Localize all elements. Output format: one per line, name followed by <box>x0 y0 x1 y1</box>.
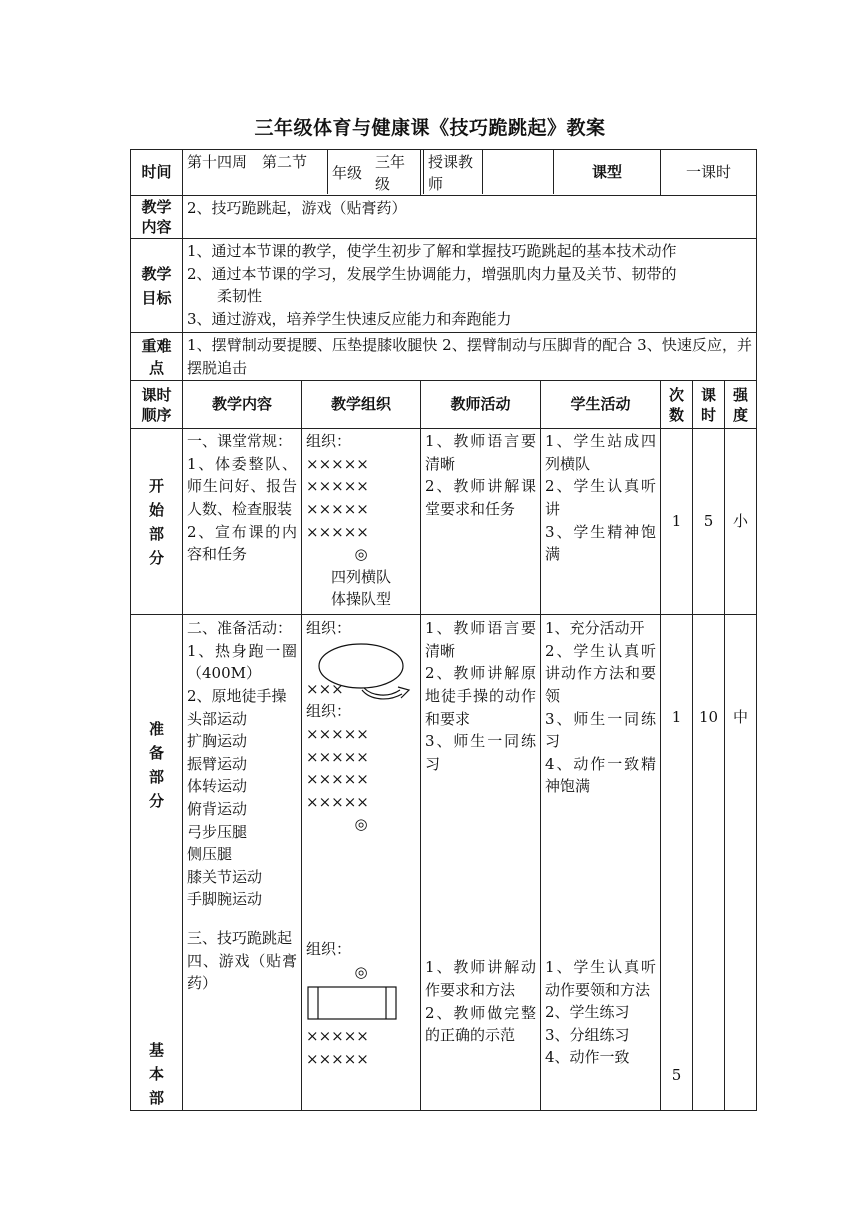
section-organization <box>302 615 421 1111</box>
activity-line: 3、学生精神饱满 <box>545 522 657 564</box>
activity-line: 1、教师讲解动作要求和方法 <box>425 958 537 999</box>
content-line: 振臂运动 <box>187 754 248 773</box>
times-value: 1 <box>671 708 682 727</box>
header-row <box>131 150 757 196</box>
content-line: 三、技巧跪跳起 <box>187 928 293 947</box>
section-name-char: 开 <box>148 476 164 495</box>
content-line: 1、体委整队、师生问好、报告人数、检查服装 <box>187 454 297 518</box>
section-name-char: 准 <box>148 720 164 739</box>
times-value: 5 <box>671 1066 682 1085</box>
section-row-prep <box>131 615 757 1111</box>
key-points-label: 重难点 <box>131 333 183 381</box>
org-label: 组织： <box>306 619 352 638</box>
activity-line: 3、分组练习 <box>545 1025 630 1044</box>
goals-list <box>183 239 757 333</box>
formation-caption: 体操队型 <box>331 590 392 609</box>
section-name-char: 部 <box>148 768 164 787</box>
content-line: 二、准备活动： <box>187 619 293 638</box>
activity-line: 4、动作一致 <box>545 1048 630 1067</box>
activity-line: 1、充分活动开 <box>545 619 645 638</box>
col-organization: 教学组织 <box>302 381 421 429</box>
section-name-char: 基 <box>148 1041 164 1060</box>
header-mixed-cell-2 <box>375 150 661 196</box>
activity-line: 3、师生一同练习 <box>545 709 657 751</box>
section-row-start <box>131 429 757 615</box>
time-label: 时间 <box>131 150 183 196</box>
formation-caption: 四列横队 <box>331 567 392 586</box>
col-duration: 课时 <box>693 381 725 429</box>
duration-value: 10 <box>698 708 719 727</box>
intensity-value: 中 <box>733 708 749 727</box>
grade-label: 年级 <box>332 164 363 182</box>
activity-line: 2、学生练习 <box>545 1003 630 1022</box>
section-student-activity <box>541 429 661 615</box>
org-label: 组织： <box>306 939 352 958</box>
column-header-row <box>131 381 757 429</box>
goal-item: 3、通过游戏，培养学生快速反应能力和奔跑能力 <box>187 309 512 328</box>
section-teacher-activity <box>421 615 541 1111</box>
section-name-prep-basic <box>131 615 183 1111</box>
content-line: 1、热身跑一圈（400M） <box>187 641 297 683</box>
content-line: 俯背运动 <box>187 799 248 818</box>
teacher-label: 授课教师 <box>424 150 483 194</box>
content-line: 一、课堂常规： <box>187 432 293 451</box>
formation-row: ××××× <box>306 477 369 496</box>
page-title: 三年级体育与健康课《技巧跪跳起》教案 <box>254 117 606 139</box>
content-line: 手脚腕运动 <box>187 890 263 909</box>
col-order: 课时顺序 <box>131 381 183 429</box>
goal-item: 1、通过本节课的教学，使学生初步了解和掌握技巧跪跳起的基本技术动作 <box>187 242 677 260</box>
content-line: 侧压腿 <box>187 845 233 864</box>
activity-line: 2、教师做完整的正确的示范 <box>425 1003 537 1045</box>
activity-line: 2、教师讲解课堂要求和任务 <box>425 477 537 518</box>
activity-line: 2、学生认真听讲 <box>545 477 657 518</box>
content-line: 弓步压腿 <box>187 822 248 841</box>
org-label: 组织： <box>306 432 352 451</box>
activity-line: 1、教师语言要清晰 <box>425 619 537 660</box>
col-intensity: 强度 <box>725 381 757 429</box>
content-line: 2、原地徒手操 <box>187 686 287 705</box>
content-line: 膝关节运动 <box>187 867 263 886</box>
key-points-value: 1、摆臂制动要提腰、压垫提膝收腿快 2、摆臂制动与压脚背的配合 3、快速反应，并摆脱追击 <box>183 333 757 381</box>
formation-row: ××××× <box>306 770 369 789</box>
content-label: 教学内容 <box>131 196 183 239</box>
section-content <box>183 615 302 1111</box>
col-times: 次数 <box>661 381 693 429</box>
teacher-position-icon: ◎ <box>354 815 368 834</box>
running-track-diagram <box>306 640 416 702</box>
type-label: 课型 <box>592 163 623 181</box>
teacher-position-icon: ◎ <box>354 545 368 564</box>
col-teacher: 教师活动 <box>421 381 541 429</box>
time-value: 第十四周 第二节 <box>183 150 328 194</box>
section-name-char: 部 <box>148 524 164 543</box>
formation-row: ××××× <box>306 792 369 811</box>
section-times: 1 <box>661 429 693 615</box>
section-times <box>661 615 693 1111</box>
content-value: 2、技巧跪跳起，游戏（贴膏药） <box>183 196 757 239</box>
section-name-prep <box>131 615 182 915</box>
formation-row: ××××× <box>306 724 369 743</box>
formation-row: ××××× <box>306 1049 369 1068</box>
section-name-basic <box>131 915 182 1110</box>
goal-item: 柔韧性 <box>217 287 263 306</box>
formation-row: ××××× <box>306 454 369 473</box>
col-content: 教学内容 <box>183 381 302 429</box>
content-row <box>131 196 757 239</box>
content-line: 扩胸运动 <box>187 732 248 751</box>
teacher-value <box>483 150 554 194</box>
section-teacher-activity <box>421 429 541 615</box>
key-points-row <box>131 333 757 381</box>
org-label: 组织： <box>306 702 352 721</box>
track-oval-icon <box>306 640 416 702</box>
gym-mat-icon <box>306 985 400 1021</box>
section-duration: 5 <box>693 429 725 615</box>
section-content <box>183 429 302 615</box>
mat-diagram <box>306 983 416 1025</box>
formation-row: ××××× <box>306 747 369 766</box>
section-intensity: 小 <box>725 429 757 615</box>
goals-row <box>131 239 757 333</box>
lesson-plan-table <box>130 149 757 1111</box>
formation-row: ××××× <box>306 1027 369 1046</box>
section-duration <box>693 615 725 1111</box>
content-line: 2、宣布课的内容和任务 <box>187 522 297 564</box>
activity-line: 2、教师讲解原地徒手操的动作和要求 <box>425 664 537 728</box>
activity-line: 4、动作一致精神饱满 <box>545 754 657 796</box>
section-name-char: 备 <box>148 744 164 763</box>
activity-line: 3、师生一同练习 <box>425 732 537 773</box>
content-line: 头部运动 <box>187 709 248 728</box>
section-name-char: 始 <box>148 500 164 519</box>
section-student-activity <box>541 615 661 1111</box>
activity-line: 1、学生站成四列横队 <box>545 432 657 473</box>
formation-row: ××××× <box>306 499 369 518</box>
section-name-char: 部 <box>148 1089 164 1108</box>
section-name-char: 分 <box>148 548 164 567</box>
goals-label: 教学目标 <box>131 239 183 333</box>
section-name-char: 本 <box>148 1065 164 1084</box>
section-name-char: 分 <box>148 792 164 811</box>
type-value: 一课时 <box>661 150 757 196</box>
goal-item: 2、通过本节课的学习，发展学生协调能力，增强肌肉力量及关节、韧带的 <box>187 264 677 283</box>
formation-row: ××××× <box>306 522 369 541</box>
col-student: 学生活动 <box>541 381 661 429</box>
activity-line: 2、学生认真听讲动作方法和要领 <box>545 641 657 705</box>
runner-formation: ××× <box>306 679 344 698</box>
section-organization <box>302 429 421 615</box>
section-name-start <box>131 429 183 615</box>
teacher-position-icon: ◎ <box>354 962 368 981</box>
activity-line: 1、学生认真听动作要领和方法 <box>545 957 657 999</box>
section-intensity <box>725 615 757 1111</box>
activity-line: 1、教师语言要清晰 <box>425 432 537 473</box>
content-line: 四、游戏（贴膏药） <box>187 951 297 993</box>
content-line: 体转运动 <box>187 777 248 796</box>
grade-value: 三年级 <box>371 150 424 194</box>
